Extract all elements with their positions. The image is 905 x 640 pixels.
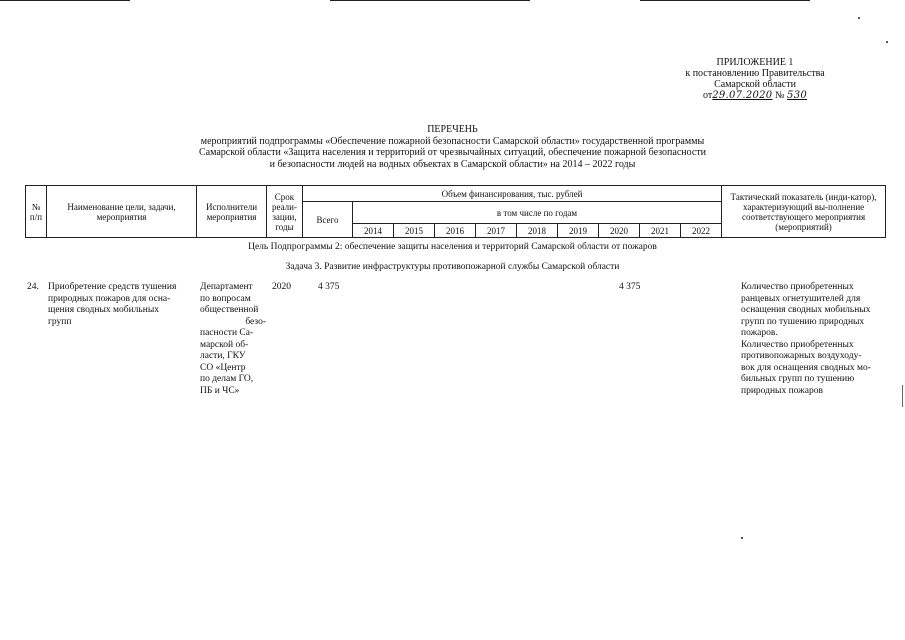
date-prefix: от (702, 90, 713, 101)
heading-line-2: Самарской области «Защита населения и территорий от чрезвычайных ситуаций, обеспечение пожарной безопасности (198, 147, 707, 158)
col-executors: Исполнители мероприятия (197, 186, 267, 238)
measures-table-header (25, 185, 886, 238)
row-indicator-line: бильных групп по тушению (741, 374, 855, 384)
col-year: 2016 (435, 224, 476, 238)
scan-edge-line (640, 0, 810, 1)
col-year: 2015 (394, 224, 435, 238)
row-name-line: групп (48, 316, 72, 327)
heading-line-1: мероприятий подпрограммы «Обеспечение пожарной безопасности Самарской области» государственной программы (200, 135, 705, 147)
appendix-title: ПРИЛОЖЕНИЕ 1 (716, 57, 794, 68)
col-year: 2017 (476, 224, 517, 238)
number-prefix: № (774, 90, 785, 101)
row-name-line: Приобретение средств тушения (48, 282, 177, 292)
decree-number: 530 (787, 90, 808, 101)
row-executor-line: по вопросам (200, 293, 251, 304)
scan-speck (741, 537, 743, 539)
row-indicator-line: групп по тушению природных (741, 316, 865, 327)
row-indicator-line: оснащения сводных мобильных (741, 305, 871, 315)
row-executor-line: СО «Центр (200, 362, 246, 373)
col-total: Всего (303, 202, 353, 238)
col-by-years: в том числе по годам (353, 202, 722, 224)
scan-mark (902, 385, 903, 407)
decree-date: 29.07.2020 (712, 90, 773, 101)
appendix-line-2: Самарской области (714, 79, 796, 90)
row-term: 2020 (272, 282, 291, 292)
row-executor-line: общественной (200, 305, 259, 315)
row-indicator-line: Количество приобретенных (741, 282, 854, 292)
row-total: 4 375 (318, 282, 340, 292)
row-executor-line: по делам ГО, (200, 374, 254, 384)
row-name (48, 282, 194, 328)
col-year: 2014 (353, 224, 394, 238)
row-indicator (741, 282, 887, 397)
row-executor-line: ПБ и ЧС» (200, 385, 240, 396)
col-year: 2021 (640, 224, 681, 238)
row-executor-line: марской об- (200, 339, 249, 350)
col-year: 2022 (681, 224, 722, 238)
col-name: Наименование цели, задачи, мероприятия (47, 186, 197, 238)
row-executor-line: безо- (245, 316, 266, 327)
task-line: Задача 3. Развитие инфраструктуры противопожарной службы Самарской области (285, 262, 620, 272)
col-year: 2020 (599, 224, 640, 238)
row-name-line: щения сводных мобильных (48, 305, 159, 315)
col-financing: Объем финансирования, тыс. рублей (303, 186, 722, 202)
row-number: 24. (27, 282, 39, 292)
appendix-block (655, 57, 855, 101)
row-indicator-line: Количество приобретенных (741, 339, 854, 350)
col-year: 2018 (517, 224, 558, 238)
row-indicator-line: противопожарных воздуходу- (741, 351, 862, 361)
heading-title: ПЕРЕЧЕНЬ (427, 124, 478, 135)
col-term: Срок реали-зации, годы (267, 186, 303, 238)
row-value-2020: 4 375 (619, 282, 641, 292)
document-heading (0, 124, 905, 170)
heading-line-3: и безопасности людей на водных объектах в Самарской области» на 2014 – 2022 годы (269, 158, 636, 170)
row-executor-line: ласти, ГКУ (200, 351, 246, 361)
col-num: № п/п (26, 186, 47, 238)
row-executor (200, 282, 266, 397)
scan-edge-line (330, 0, 530, 1)
col-year: 2019 (558, 224, 599, 238)
row-name-line: природных пожаров для осна- (48, 293, 171, 304)
scan-speck (858, 17, 860, 19)
appendix-line-1: к постановлению Правительства (685, 68, 825, 79)
row-indicator-line: ранцевых огнетушителей для (741, 293, 861, 304)
row-executor-line: Департамент (200, 282, 253, 292)
row-indicator-line: природных пожаров (741, 385, 823, 396)
row-indicator-line: вок для оснащения сводных мо- (741, 362, 871, 373)
row-executor-line: пасности Са- (200, 328, 254, 338)
goal-line: Цель Подпрограммы 2: обеспечение защиты населения и территорий Самарской области от пожаров (248, 242, 657, 252)
row-indicator-line: пожаров. (741, 328, 778, 338)
col-indicator: Тактический показатель (инди-катор), характеризующий вы-полнение соответствующего мероприятия (мероприятий) (722, 186, 886, 238)
scan-speck (886, 41, 888, 43)
scan-edge-line (0, 0, 130, 1)
decree-line (655, 90, 855, 101)
